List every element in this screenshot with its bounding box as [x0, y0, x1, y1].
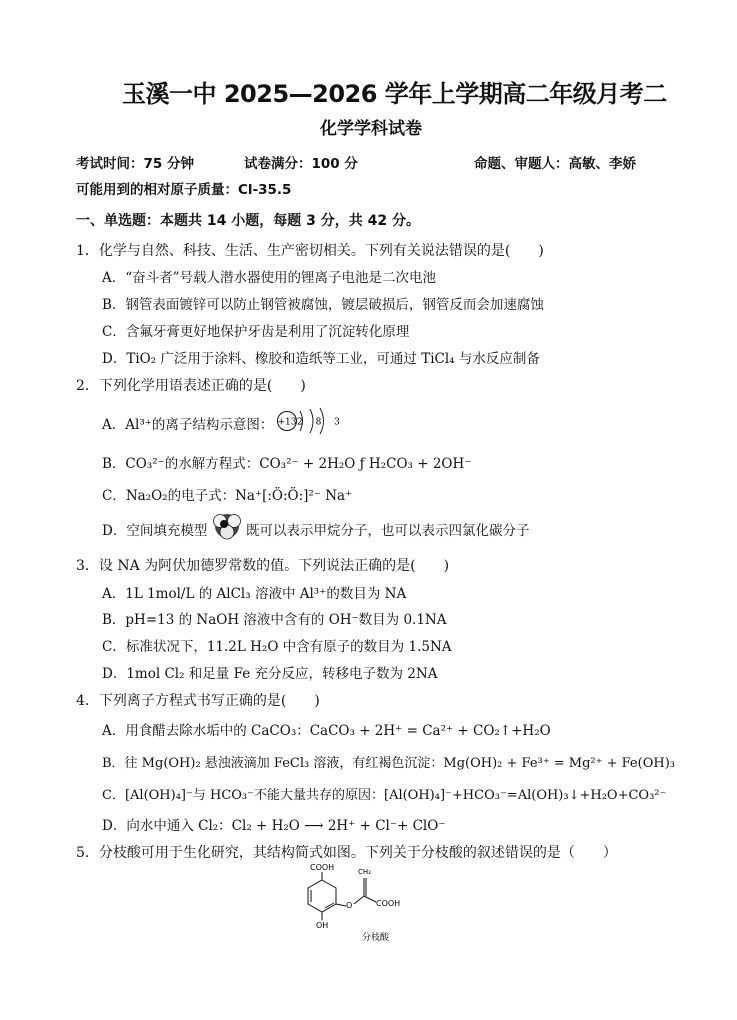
full-score: 试卷满分：100 分	[244, 156, 358, 172]
chorismic-acid-structure	[296, 862, 426, 942]
question-2-option-d-tail: 既可以表示甲烷分子，也可以表示四氯化碳分子	[246, 523, 530, 539]
question-2-stem: 2．下列化学用语表述正确的是( )	[76, 378, 306, 394]
exam-title: 玉溪一中 2025—2026 学年上学期高二年级月考二	[122, 80, 667, 108]
question-4-option-a: A．用食醋去除水垢中的 CaCO₃：CaCO₃ + 2H⁺ = Ca²⁺ + CO₂↑+H₂O	[102, 723, 551, 739]
struct-side-acid: COOH	[376, 899, 401, 908]
question-4-stem: 4．下列离子方程式书写正确的是( )	[76, 693, 320, 709]
question-1-option-c: C．含氟牙膏更好地保护牙齿是利用了沉淀转化原理	[102, 324, 410, 340]
question-2-option-b: B．CO₃²⁻的水解方程式：CO₃²⁻ + 2H₂O ƒ H₂CO₃ + 2OH⁻	[102, 456, 472, 472]
question-3-option-b: B．pH=13 的 NaOH 溶液中含有的 OH⁻数目为 0.1NA	[102, 612, 447, 628]
ion-shells-label: 2 8 3	[297, 417, 345, 428]
question-2-option-d: D．空间填充模型	[102, 523, 208, 539]
question-1-option-d: D．TiO₂ 广泛用于涂料、橡胶和造纸等工业，可通过 TiCl₄ 与水反应制备	[102, 351, 540, 367]
question-4-option-c: C．[Al(OH)₄]⁻与 HCO₃⁻不能大量共存的原因：[Al(OH)₄]⁻+HCO₃⁻=Al(OH)₃↓+H₂O+CO₃²⁻	[102, 788, 667, 803]
question-1-option-b: B．钢管表面镀锌可以防止钢管被腐蚀，镀层破损后，钢管反而会加速腐蚀	[102, 297, 544, 313]
authors: 命题、审题人：高敏、李娇	[474, 156, 636, 172]
question-5-stem: 5．分枝酸可用于生化研究，其结构简式如图。下列关于分枝酸的叙述错误的是（ ）	[76, 845, 617, 861]
question-4-option-d: D．向水中通入 Cl₂：Cl₂ + H₂O ⟶ 2H⁺ + Cl⁻+ ClO⁻	[102, 818, 446, 834]
struct-oh: OH	[316, 921, 329, 930]
ion-nucleus-label: +13	[277, 417, 297, 428]
space-filling-model-image	[212, 512, 242, 540]
question-3-option-c: C．标准状况下，11.2L H₂O 中含有原子的数目为 1.5NA	[102, 639, 452, 655]
svg-text:O: O	[346, 901, 353, 910]
al-ion-structure-diagram	[276, 408, 345, 434]
exam-time: 考试时间：75 分钟	[76, 156, 194, 172]
section-heading: 一、单选题：本题共 14 小题，每题 3 分，共 42 分。	[76, 213, 420, 229]
question-1-stem: 1．化学与自然、科技、生活、生产密切相关。下列有关说法错误的是( )	[76, 243, 544, 259]
question-3-option-d: D．1mol Cl₂ 和足量 Fe 充分反应，转移电子数为 2NA	[102, 666, 438, 682]
question-2-option-a: A．Al³⁺的离子结构示意图：	[102, 417, 274, 433]
atomic-mass-note: 可能用到的相对原子质量：Cl-35.5	[76, 182, 292, 198]
question-2-option-c: C．Na₂O₂的电子式：Na⁺[:Ö:Ö:]²⁻ Na⁺	[102, 488, 353, 504]
question-3-option-a: A．1L 1mol/L 的 AlCl₃ 溶液中 Al³⁺的数目为 NA	[102, 586, 407, 602]
struct-caption: 分枝酸	[362, 933, 390, 943]
question-4-option-b: B．往 Mg(OH)₂ 悬浊液滴加 FeCl₃ 溶液，有红褐色沉淀：Mg(OH)₂ + Fe³⁺ = Mg²⁺ + Fe(OH)₃	[102, 756, 675, 771]
question-3-stem: 3．设 NA 为阿伏加德罗常数的值。下列说法正确的是( )	[76, 558, 450, 574]
struct-top-group: COOH	[310, 863, 335, 872]
question-1-option-a: A．“奋斗者”号载人潜水器使用的锂离子电池是二次电池	[102, 270, 437, 286]
exam-subtitle: 化学学科试卷	[320, 119, 422, 139]
struct-side-group: CH₂	[358, 868, 371, 876]
